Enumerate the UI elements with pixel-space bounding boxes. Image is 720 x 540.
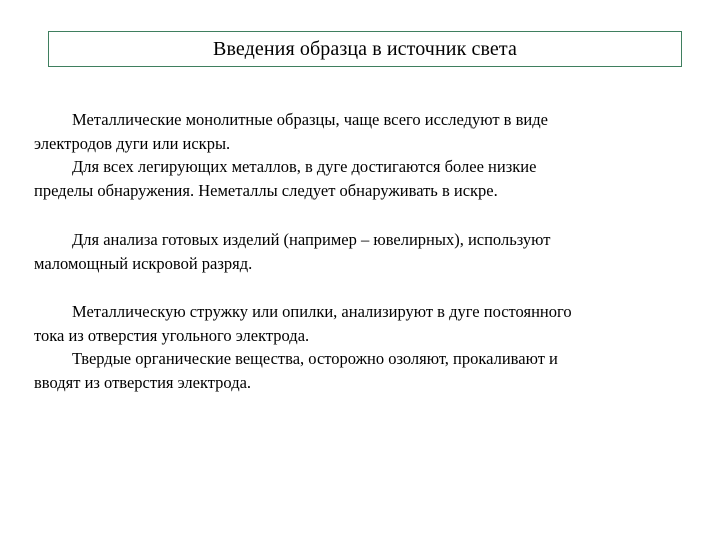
text-line: пределы обнаружения. Неметаллы следует обнаруживать в искре.	[34, 180, 498, 200]
text-line: электродов дуги или искры.	[34, 133, 231, 153]
title-box	[48, 31, 682, 67]
paragraph-3	[34, 300, 686, 394]
text-line: Твердые органические вещества, осторожно озоляют, прокаливают и	[72, 349, 558, 368]
slide-title: Введения образца в источник света	[213, 38, 517, 60]
text-line: Для всех легирующих металлов, в дуге достигаются более низкие	[72, 157, 537, 176]
text-line: вводят из отверстия электрода.	[34, 372, 252, 392]
text-line: Для анализа готовых изделий (например – ювелирных), используют	[72, 230, 551, 249]
text-line: маломощный искровой разряд.	[34, 253, 253, 273]
text-line: Металлические монолитные образцы, чаще всего исследуют в виде	[72, 110, 548, 129]
text-line: тока из отверстия угольного электрода.	[34, 325, 310, 345]
paragraph-1	[34, 108, 686, 202]
paragraph-2	[34, 228, 686, 275]
text-line: Металлическую стружку или опилки, анализируют в дуге постоянного	[72, 302, 572, 321]
